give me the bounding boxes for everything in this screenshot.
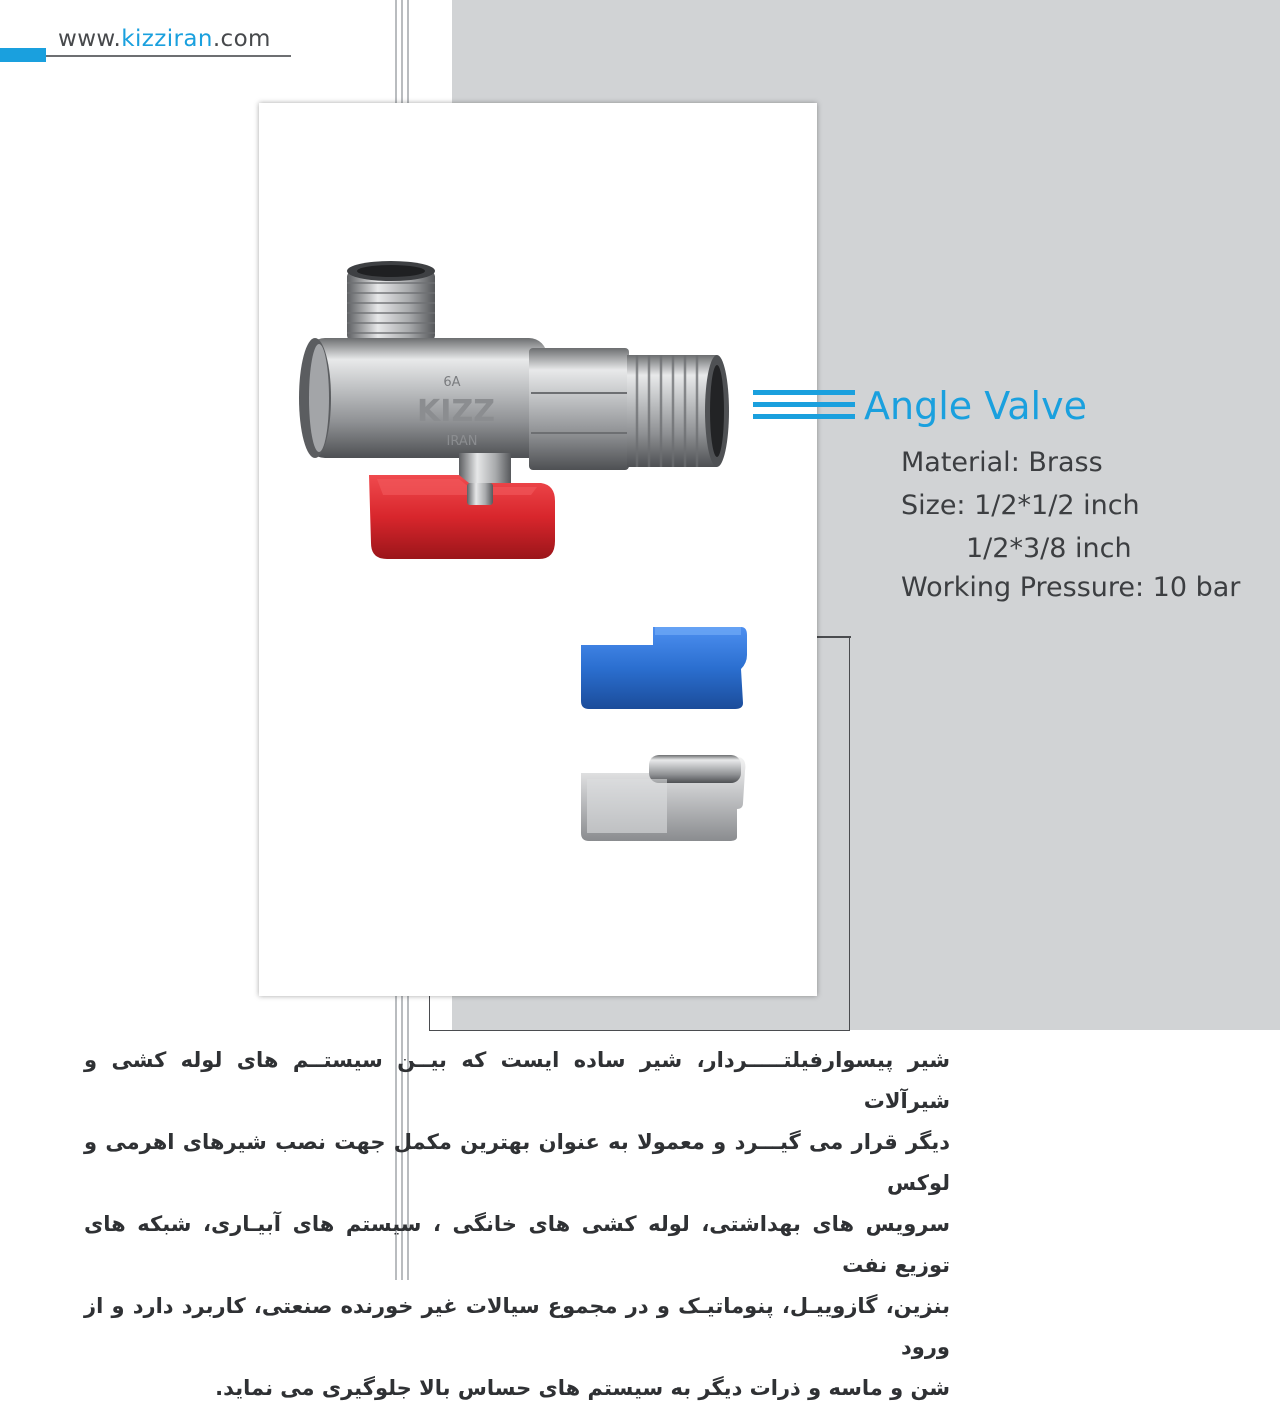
brand-engraving: KIZZ [417, 394, 495, 429]
description-line: بنزین، گازوییـل، پنوماتیـک و در مجموع سیالات غیر خورنده صنعتی، کاربرد دارد و از ورود [84, 1294, 950, 1359]
red-handle [369, 475, 555, 559]
header-rule [46, 55, 291, 57]
description-line: سرویس های بهداشتی، لوله کشی های خانگی ، سیستم های آبیـاری، شبکه های توزیع نفت [84, 1212, 950, 1277]
spec-size-alt: 1/2*3/8 inch [966, 533, 1132, 564]
description-line: شن و ماسه و ذرات دیگر به سیستم های حساس بالا جلوگیری می نماید. [215, 1376, 950, 1400]
product-title: Angle Valve [864, 384, 1087, 428]
chrome-handle [581, 755, 745, 841]
blue-handle [581, 627, 747, 709]
url-prefix: www. [58, 26, 122, 52]
svg-text:6A: 6A [443, 375, 461, 390]
title-accent-lines [753, 390, 855, 432]
url-suffix: .com [212, 26, 271, 52]
spec-material: Material: Brass [901, 447, 1103, 478]
url-brand: kizziran [121, 26, 213, 52]
description-line: دیگر قرار می گیـــرد و معمولا به عنوان بهترین مکمل جهت نصب شیرهای اهرمی و لوکس [84, 1130, 950, 1195]
header-accent-bar [0, 48, 46, 62]
connector-bracket-top [817, 636, 851, 638]
spec-size: Size: 1/2*1/2 inch [901, 490, 1140, 521]
product-image-card [259, 103, 817, 996]
product-description [84, 1040, 950, 1409]
website-url[interactable] [58, 26, 271, 52]
product-photo [259, 103, 817, 996]
svg-text:IRAN: IRAN [446, 434, 478, 449]
description-line: شیر پیسوارفیلتـــــردار، شیر ساده ایست که بیــن سیستــم های لوله کشی و شیرآلات [84, 1048, 950, 1113]
angle-valve-body [299, 261, 729, 501]
spec-pressure: Working Pressure: 10 bar [901, 572, 1241, 603]
